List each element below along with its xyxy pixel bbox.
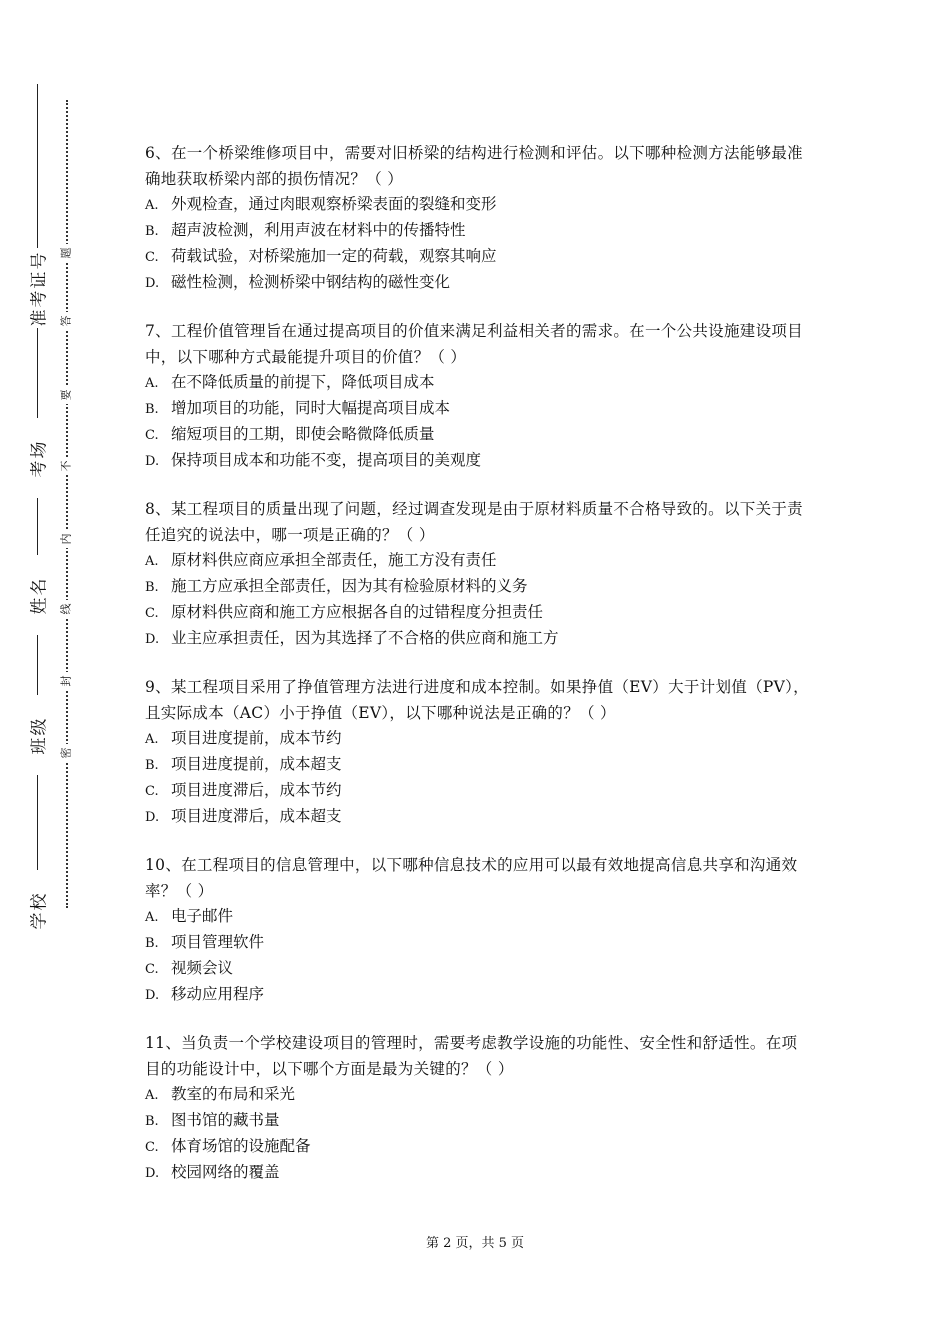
field-school: 学校 [20, 870, 54, 950]
seal-char: 内 [58, 530, 74, 548]
option-c: C. 体育场馆的设施配备 [145, 1137, 311, 1155]
seal-char: 封 [58, 672, 74, 690]
question-7 [145, 319, 810, 474]
option-c: C. 项目进度滞后，成本节约 [145, 781, 342, 799]
question-11 [145, 1031, 810, 1186]
seal-char: 要 [58, 386, 74, 404]
question-stem: 6、在一个桥梁维修项目中，需要对旧桥梁的结构进行检测和评估。以下哪种检测方法能够最准确地获取桥梁内部的损伤情况？（ ） [145, 144, 803, 188]
question-6 [145, 141, 810, 296]
seal-char: 不 [58, 457, 74, 475]
field-class: 班级 [20, 695, 54, 775]
question-10 [145, 853, 810, 1008]
field-exam-room: 考场 [20, 418, 54, 498]
option-b: B. 超声波检测，利用声波在材料中的传播特性 [145, 221, 466, 239]
option-b: B. 施工方应承担全部责任，因为其有检验原材料的义务 [145, 577, 528, 595]
option-a: A. 在不降低质量的前提下，降低项目成本 [145, 373, 435, 391]
option-c: C. 缩短项目的工期，即使会略微降低质量 [145, 425, 435, 443]
question-9 [145, 675, 810, 830]
option-a: A. 原材料供应商应承担全部责任，施工方没有责任 [145, 551, 497, 569]
binding-margin [0, 0, 110, 1344]
option-a: A. 教室的布局和采光 [145, 1085, 296, 1103]
question-stem: 8、某工程项目的质量出现了问题，经过调查发现是由于原材料质量不合格导致的。以下关于责任追究的说法中，哪一项是正确的？（ ） [145, 500, 803, 544]
option-d: D. 保持项目成本和功能不变，提高项目的美观度 [145, 451, 482, 469]
option-d: D. 磁性检测，检测桥梁中钢结构的磁性变化 [145, 273, 451, 291]
seal-dotted-line [66, 100, 68, 908]
option-b: B. 项目管理软件 [145, 933, 265, 951]
question-stem: 7、工程价值管理旨在通过提高项目的价值来满足利益相关者的需求。在一个公共设施建设项目中，以下哪种方式最能提升项目的价值？（ ） [145, 322, 803, 366]
seal-char: 密 [58, 744, 74, 762]
option-d: D. 业主应承担责任，因为其选择了不合格的供应商和施工方 [145, 629, 559, 647]
seal-char: 题 [58, 244, 74, 262]
question-stem: 9、某工程项目采用了挣值管理方法进行进度和成本控制。如果挣值（EV）大于计划值（PV），且实际成本（AC）小于挣值（EV），以下哪种说法是正确的？（ ） [145, 678, 809, 722]
question-stem: 11、当负责一个学校建设项目的管理时，需要考虑教学设施的功能性、安全性和舒适性。在项目的功能设计中，以下哪个方面是最为关键的？（ ） [145, 1034, 798, 1078]
seal-char: 线 [58, 600, 74, 618]
option-c: C. 视频会议 [145, 959, 234, 977]
seal-char: 答 [58, 312, 74, 330]
option-c: C. 原材料供应商和施工方应根据各自的过错程度分担责任 [145, 603, 544, 621]
option-b: B. 项目进度提前，成本超支 [145, 755, 342, 773]
option-d: D. 移动应用程序 [145, 985, 265, 1003]
option-a: A. 项目进度提前，成本节约 [145, 729, 342, 747]
option-d: D. 校园网络的覆盖 [145, 1163, 280, 1181]
option-d: D. 项目进度滞后，成本超支 [145, 807, 342, 825]
question-stem: 10、在工程项目的信息管理中，以下哪种信息技术的应用可以最有效地提高信息共享和沟通效率？（ ） [145, 856, 798, 900]
option-b: B. 增加项目的功能，同时大幅提高项目成本 [145, 399, 451, 417]
question-list [145, 141, 810, 1209]
binding-solid-line [37, 84, 38, 924]
field-name: 姓名 [20, 555, 54, 635]
option-c: C. 荷载试验，对桥梁施加一定的荷载，观察其响应 [145, 247, 497, 265]
page-number: 第 2 页，共 5 页 [425, 1236, 525, 1251]
option-b: B. 图书馆的藏书量 [145, 1111, 280, 1129]
question-8 [145, 497, 810, 652]
option-a: A. 电子邮件 [145, 907, 234, 925]
field-exam-number: 准考证号 [20, 248, 54, 328]
option-a: A. 外观检查，通过肉眼观察桥梁表面的裂缝和变形 [145, 195, 497, 213]
